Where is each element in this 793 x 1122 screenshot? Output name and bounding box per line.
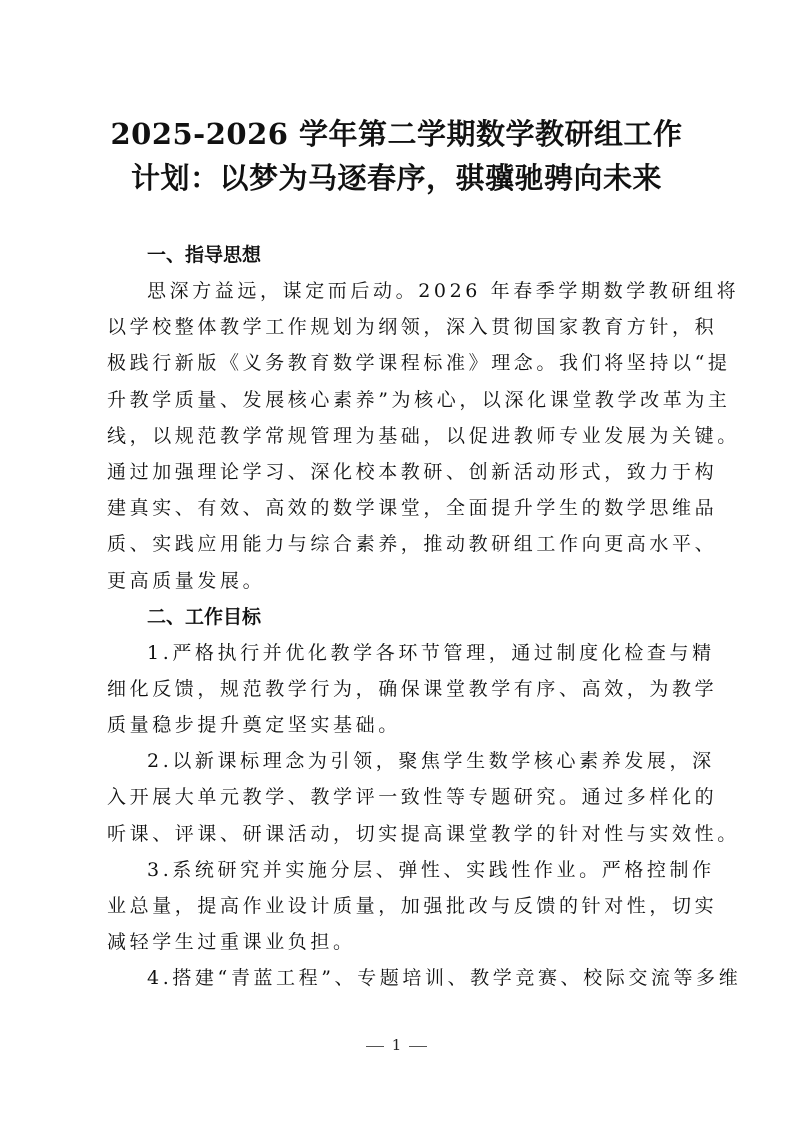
text-line: 2.以新课标理念为引领，聚焦学生数学核心素养发展，深	[147, 750, 715, 773]
dash-decoration	[409, 1046, 427, 1047]
text-line: 1.严格执行并优化教学各环节管理，通过制度化检查与精	[147, 641, 715, 664]
document-body	[107, 237, 742, 997]
document-title	[100, 112, 693, 200]
text-line: 极践行新版《义务教育数学课程标准》理念。我们将坚持以“提	[107, 352, 731, 375]
text-line: 听课、评课、研课活动，切实提高课堂教学的针对性与实效性。	[107, 822, 740, 845]
section-heading-guiding-ideology: 一、指导思想	[147, 244, 262, 266]
section-heading-work-goals: 二、工作目标	[147, 605, 262, 628]
text-line: 升教学质量、发展核心素养”为核心，以深化课堂教学改革为主	[107, 388, 731, 411]
text-line: 4.搭建“青蓝工程”、专题培训、教学竞赛、校际交流等多维	[147, 967, 742, 990]
title-line-2: 计划：以梦为马逐春序，骐骥驰骋向未来	[130, 161, 662, 195]
page-number: 1	[391, 1036, 402, 1054]
text-line: 思深方益远，谋定而后动。2026 年春季学期数学教研组将	[147, 280, 740, 302]
text-line: 建真实、有效、高效的数学课堂，全面提升学生的数学思维品	[107, 497, 718, 520]
text-line: 通过加强理论学习、深化校本教研、创新活动形式，致力于构	[107, 460, 718, 483]
paragraph-goal-3	[107, 852, 718, 961]
text-line: 业总量，提高作业设计质量，加强批改与反馈的针对性，切实	[107, 895, 718, 917]
dash-decoration	[366, 1046, 384, 1047]
paragraph-guiding-ideology	[107, 273, 740, 599]
text-line: 入开展大单元教学、教学评一致性等专题研究。通过多样化的	[107, 786, 718, 809]
text-line: 质量稳步提升奠定坚实基础。	[107, 714, 401, 737]
page-footer	[0, 1036, 793, 1054]
text-line: 减轻学生过重课业负担。	[107, 931, 356, 954]
paragraph-goal-4	[107, 960, 742, 996]
text-line: 线，以规范教学常规管理为基础，以促进教师专业发展为关键。	[107, 424, 740, 447]
paragraph-goal-2	[107, 743, 740, 852]
text-line: 3.系统研究并实施分层、弹性、实践性作业。严格控制作	[147, 858, 715, 881]
text-line: 质、实践应用能力与综合素养，推动教研组工作向更高水平、	[107, 533, 718, 556]
text-line: 更高质量发展。	[107, 569, 266, 592]
paragraph-goal-1	[107, 635, 718, 744]
text-line: 细化反馈，规范教学行为，确保课堂教学有序、高效，为教学	[107, 677, 718, 700]
title-line-1: 2025-2026 学年第二学期数学教研组工作	[110, 117, 683, 151]
text-line: 以学校整体教学工作规划为纲领，深入贯彻国家教育方针，积	[107, 316, 718, 339]
